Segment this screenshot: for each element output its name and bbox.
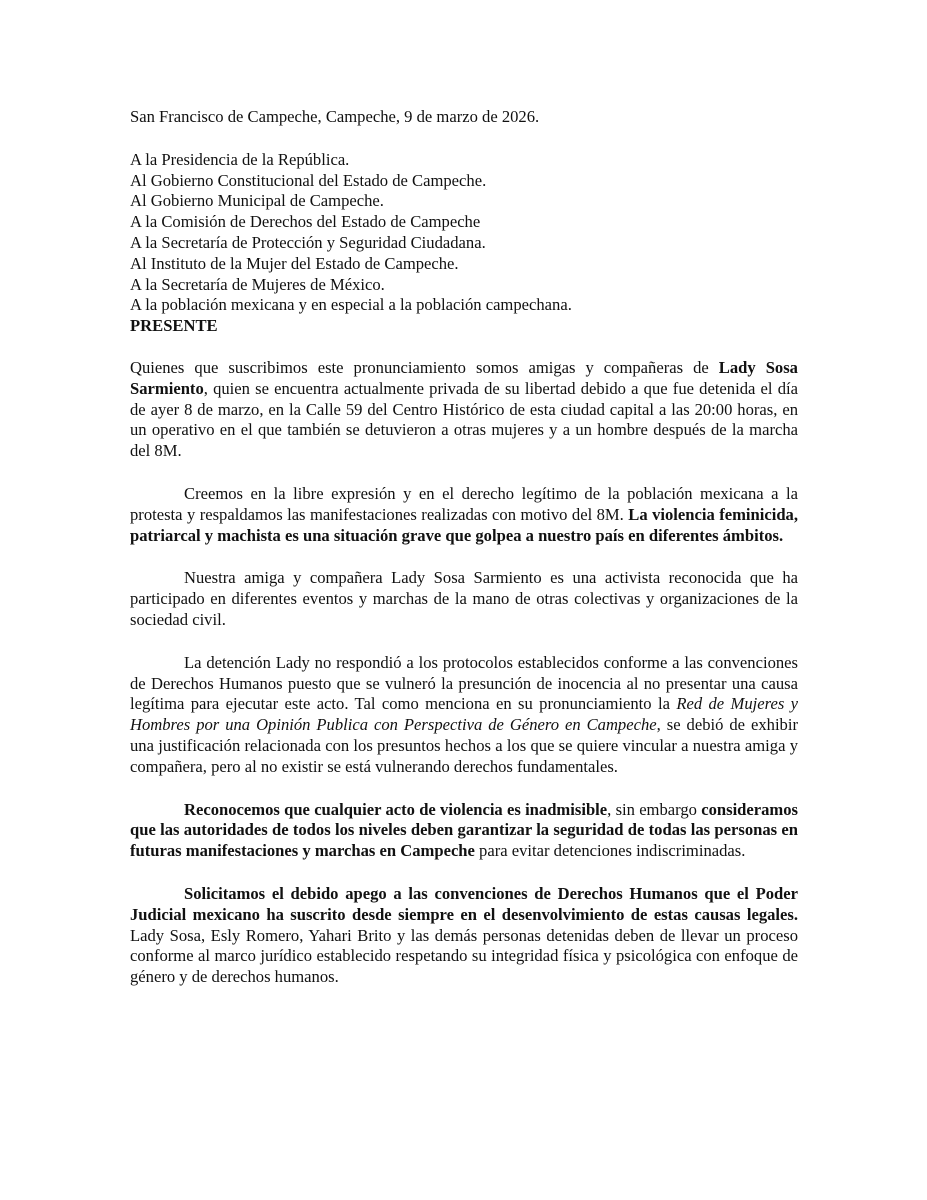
bold-statement: La violencia feminicida, patriarcal y machista es una situación grave que golpea a nuestro país en diferentes ámbitos.: [130, 504, 799, 545]
paragraph-text: para evitar detenciones indiscriminadas.: [474, 841, 746, 861]
recipient-list: [130, 150, 798, 316]
salutation-presente: PRESENTE: [130, 316, 218, 336]
paragraph-protest: [130, 484, 798, 546]
bold-name: Lady Sosa Sarmiento: [130, 357, 798, 398]
paragraph-text: Lady Sosa, Esly Romero, Yahari Brito y las demás personas detenidas deben de llevar un proceso conforme al marco jurídico establecido respetando su integridad física y psicológica con enfoque de género y de derechos humanos.: [130, 925, 798, 987]
bold-statement: Reconocemos que cualquier acto de violencia es inadmisible: [184, 799, 608, 819]
recipient-line: Al Instituto de la Mujer del Estado de Campeche.: [130, 253, 459, 273]
letter-body: [130, 107, 798, 1010]
recipient-line: Al Gobierno Constitucional del Estado de Campeche.: [130, 170, 487, 190]
letter-dateline: San Francisco de Campeche, Campeche, 9 de marzo de 2026.: [130, 107, 540, 126]
paragraph-activist: [130, 568, 798, 630]
paragraph-text: Creemos en la libre expresión y en el derecho legítimo de la población mexicana a la protesta y respaldamos las manifestaciones realizadas con motivo del 8M.: [130, 483, 798, 524]
paragraph-text: , quien se encuentra actualmente privada de su libertad debido a que fue detenida el día de ayer 8 de marzo, en la Calle 59 del Centro Histórico de esta ciudad capital a las 20:00 horas, en un operativo en el que también se detuvieron a otras mujeres y a un hombre después de la marcha del 8M.: [130, 378, 798, 461]
paragraph-detention: [130, 653, 798, 778]
recipient-line: A la Secretaría de Mujeres de México.: [130, 274, 385, 294]
bold-statement: consideramos que las autoridades de todos los niveles deben garantizar la seguridad de todas las personas en futuras manifestaciones y marchas en Campeche: [130, 799, 799, 861]
recipient-line: Al Gobierno Municipal de Campeche.: [130, 191, 384, 211]
italic-organization-name: Red de Mujeres y Hombres por una Opinión Publica con Perspectiva de Género en Campeche: [130, 694, 799, 735]
recipient-line: A la Presidencia de la República.: [130, 149, 350, 169]
paragraph-request: [130, 884, 798, 988]
paragraph-text: La detención Lady no respondió a los protocolos establecidos conforme a las convenciones de Derechos Humanos puesto que se vulneró la presunción de inocencia al no presentar una causa legítima para ejecutar este acto. Tal como menciona en su pronunciamiento la: [130, 652, 798, 714]
bold-statement: Solicitamos el debido apego a las convenciones de Derechos Humanos que el Poder Judicial mexicano ha suscrito desde siempre en el desenvolvimiento de estas causas legales.: [130, 883, 798, 924]
recipient-line: A la población mexicana y en especial a la población campechana.: [130, 295, 572, 315]
paragraph-text: Nuestra amiga y compañera Lady Sosa Sarmiento es una activista reconocida que ha participado en diferentes eventos y marchas de la mano de otras colectivas y organizaciones de la sociedad civil.: [130, 568, 798, 629]
paragraph-text: Quienes que suscribimos este pronunciamiento somos amigas y compañeras de: [130, 357, 719, 377]
recipient-line: A la Comisión de Derechos del Estado de Campeche: [130, 212, 481, 232]
paragraph-text: , se debió de exhibir una justificación relacionada con los presuntos hechos a los que se quiere vincular a nuestra amiga y compañera, pero al no existir se está vulnerando derechos fundamentales.: [130, 715, 798, 776]
paragraph-text: , sin embargo: [607, 799, 702, 819]
paragraph-intro: [130, 358, 798, 462]
recipient-line: A la Secretaría de Protección y Seguridad Ciudadana.: [130, 232, 486, 252]
paragraph-violence: [130, 800, 798, 862]
